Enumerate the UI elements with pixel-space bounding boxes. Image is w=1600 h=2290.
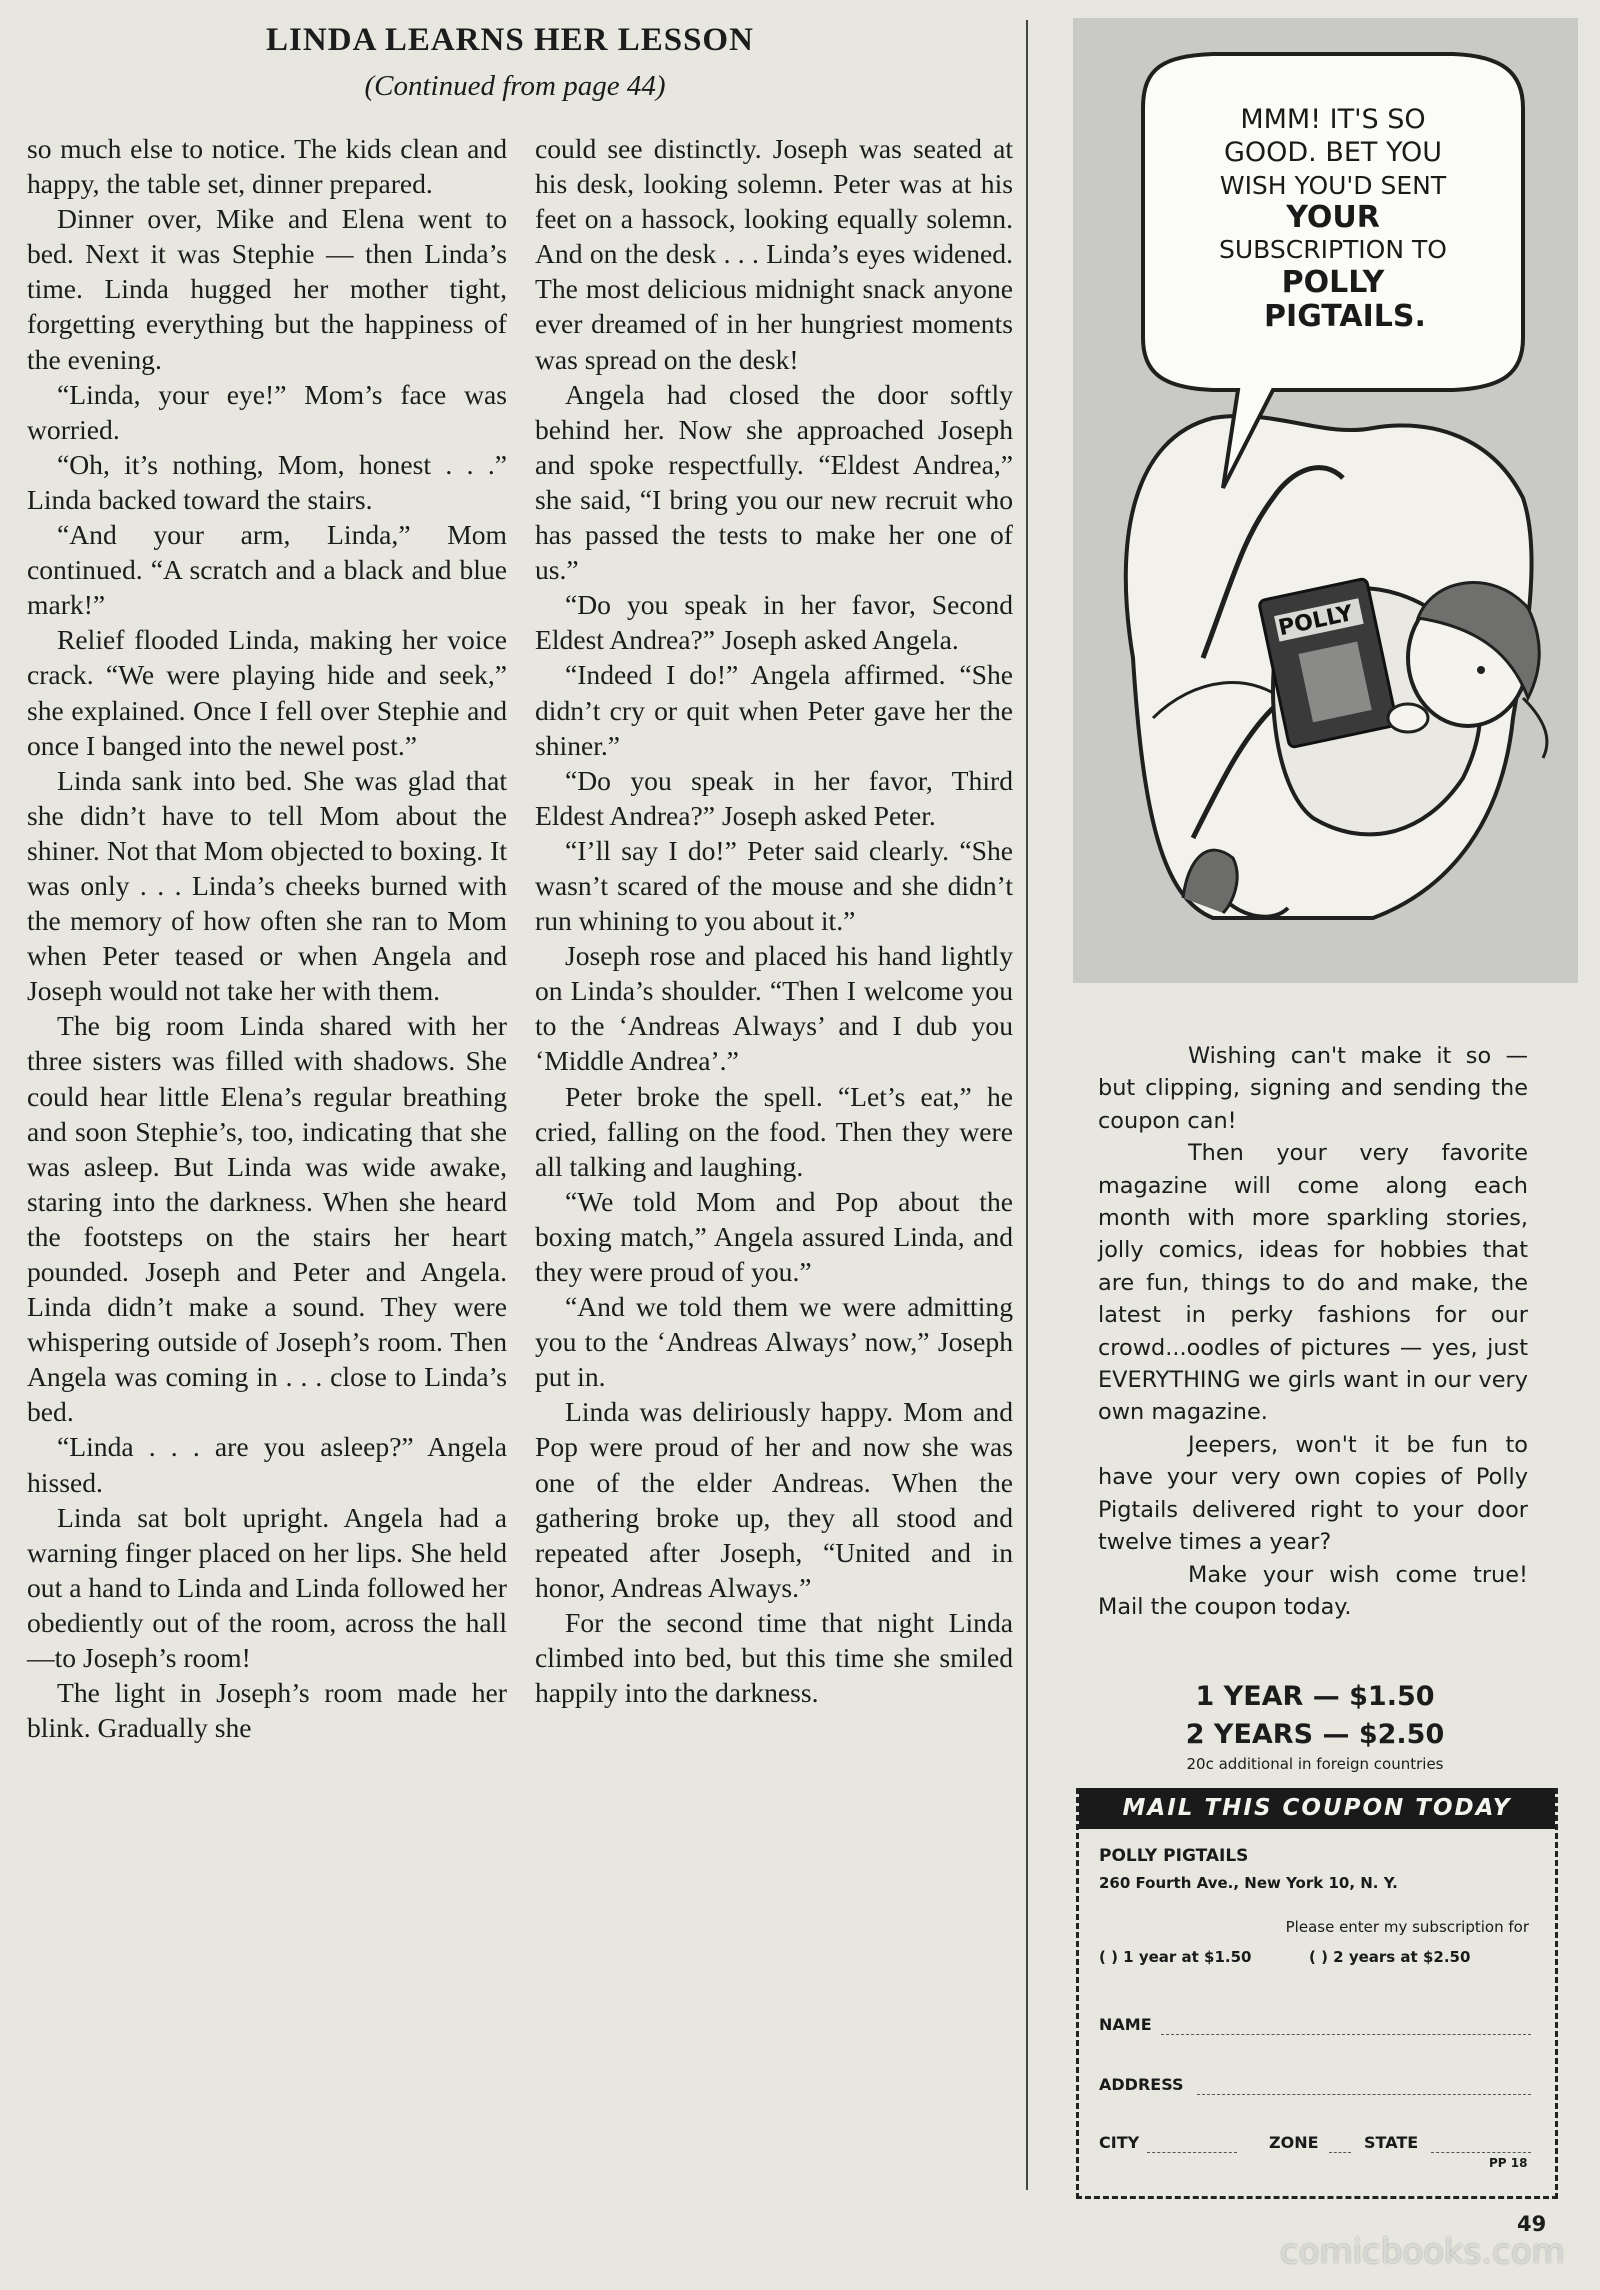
coupon-instruction: Please enter my subscription for bbox=[1285, 1918, 1529, 1936]
paragraph: Angela had closed the door softly behind her. Now she approached Joseph and spoke respectfully. “Eldest Andrea,” she said, “I bring you our new recruit who has passed the tests to make her one of us.” bbox=[535, 378, 1013, 586]
paragraph: “Oh, it’s nothing, Mom, honest . . .” Linda backed toward the stairs. bbox=[27, 448, 507, 515]
bubble-line: SUBSCRIPTION TO bbox=[1219, 235, 1447, 264]
girl-reading-illustration bbox=[1073, 18, 1578, 983]
page-number: 49 bbox=[1517, 2212, 1547, 2236]
paragraph: “We told Mom and Pop about the boxing match,” Angela assured Linda, and they were proud of you.” bbox=[535, 1185, 1013, 1287]
bubble-line: GOOD. BET YOU bbox=[1223, 137, 1443, 168]
paragraph: “Do you speak in her favor, Third Eldest Andrea?” Joseph asked Peter. bbox=[535, 764, 1013, 831]
bubble-line: POLLY bbox=[1281, 265, 1385, 300]
ad-paragraph: Wishing can't make it so — but clipping, signing and sending the coupon can! bbox=[1098, 1043, 1528, 1134]
state-label: STATE bbox=[1364, 2133, 1419, 2152]
column-divider bbox=[1026, 20, 1028, 2190]
bubble-line: MMM! IT'S SO bbox=[1240, 104, 1426, 135]
paragraph: Linda sank into bed. She was glad that she didn’t have to tell Mom about the shiner. Not that Mom objected to boxing. It was only . . . Linda’s cheeks burned with the memory of how often she ran to Mom when Peter teased or when Angela and Joseph would not take her with them. bbox=[27, 764, 507, 1007]
bubble-line: WISH YOU'D SENT bbox=[1219, 171, 1447, 200]
foreign-note: 20c additional in foreign countries bbox=[1186, 1755, 1444, 1773]
paragraph: The big room Linda shared with her three sisters was filled with shadows. She could hear little Elena’s regular breathing and soon Stephie’s, too, indicating that she was asleep. But Linda was wide awake, staring into the darkness. When she heard the footsteps on the stairs her heart pounded. Joseph and Peter and Angela. Linda didn’t make a sound. They were whispering outside of Joseph’s room. Then Angela was coming in . . . close to Linda’s bed. bbox=[27, 1010, 507, 1428]
paragraph: “I’ll say I do!” Peter said clearly. “She wasn’t scared of the mouse and she didn’t run whining to you about it.” bbox=[535, 834, 1013, 937]
ad-paragraph: Jeepers, won't it be fun to have your very own copies of Polly Pigtails delivered right to your door twelve times a year? bbox=[1098, 1431, 1528, 1556]
paragraph: Linda was deliriously happy. Mom and Pop were proud of her and now she was one of the elder Andreas. When the gathering broke up, they all stood and repeated after Joseph, “United and in honor, Andreas Always.” bbox=[535, 1396, 1013, 1603]
name-field[interactable] bbox=[1161, 2034, 1531, 2035]
address-field[interactable] bbox=[1197, 2094, 1531, 2095]
coupon-code: PP 18 bbox=[1489, 2156, 1528, 2170]
story-column-1 bbox=[27, 131, 507, 1745]
paragraph: “And your arm, Linda,” Mom continued. “A scratch and a black and blue mark!” bbox=[27, 519, 507, 621]
paragraph: “And we told them we were admitting you to the ‘Andreas Always’ now,” Joseph put in. bbox=[535, 1291, 1013, 1393]
coupon-header: MAIL THIS COUPON TODAY bbox=[1079, 1788, 1555, 1829]
bubble-line: YOUR bbox=[1286, 200, 1380, 235]
zone-label: ZONE bbox=[1269, 2133, 1319, 2152]
continued-note: (Continued from page 44) bbox=[364, 70, 666, 102]
paragraph: Peter broke the spell. “Let’s eat,” he cried, falling on the food. Then they were all talking and laughing. bbox=[535, 1080, 1013, 1182]
price-two-years: 2 YEARS — $2.50 bbox=[1185, 1719, 1445, 1750]
story-title: LINDA LEARNS HER LESSON bbox=[266, 22, 754, 58]
ad-body-text bbox=[1098, 1040, 1528, 1623]
ad-paragraph: Make your wish come true! Mail the coupon today. bbox=[1098, 1561, 1528, 1620]
paragraph: Linda sat bolt upright. Angela had a warning finger placed on her lips. She held out a hand to Linda and Linda followed her obediently out of the room, across the hall—to Joseph’s room! bbox=[27, 1501, 507, 1674]
city-label: CITY bbox=[1099, 2133, 1140, 2152]
paragraph: Dinner over, Mike and Elena went to bed. Next it was Stephie — then Linda’s time. Linda hugged her mother tight, forgetting everything but the happiness of the evening. bbox=[27, 203, 507, 375]
paragraph: The light in Joseph’s room made her blink. Gradually she bbox=[27, 1677, 507, 1744]
paragraph: For the second time that night Linda climbed into bed, but this time she smiled happily into the darkness. bbox=[535, 1606, 1013, 1709]
story-column-2 bbox=[535, 131, 1013, 1710]
coupon-company: POLLY PIGTAILS bbox=[1099, 1846, 1249, 1866]
coupon-option-1-year[interactable]: ( ) 1 year at $1.50 bbox=[1099, 1948, 1252, 1966]
address-label: ADDRESS bbox=[1099, 2075, 1184, 2094]
state-field[interactable] bbox=[1431, 2152, 1531, 2153]
subscription-coupon[interactable] bbox=[1076, 1788, 1558, 2199]
coupon-option-2-years[interactable]: ( ) 2 years at $2.50 bbox=[1309, 1948, 1471, 1966]
name-label: NAME bbox=[1099, 2015, 1152, 2034]
paragraph: so much else to notice. The kids clean and happy, the table set, dinner prepared. bbox=[27, 133, 507, 200]
city-field[interactable] bbox=[1147, 2152, 1237, 2153]
paragraph: “Linda . . . are you asleep?” Angela hissed. bbox=[27, 1431, 507, 1498]
watermark: comicbooks.com bbox=[1280, 2232, 1565, 2272]
paragraph: “Linda, your eye!” Mom’s face was worried. bbox=[27, 378, 507, 445]
paragraph: “Indeed I do!” Angela affirmed. “She didn’t cry or quit when Peter gave her the shiner.” bbox=[535, 659, 1013, 761]
zone-field[interactable] bbox=[1329, 2152, 1351, 2153]
price-one-year: 1 YEAR — $1.50 bbox=[1195, 1681, 1435, 1712]
ad-paragraph: Then your very favorite magazine will come along each month with more sparkling stories, jolly comics, ideas for hobbies that are fun, things to do and make, the latest in perky fashions for our crowd...oodles of pictures — yes, just EVERYTHING we girls want in our very own magazine. bbox=[1098, 1140, 1528, 1426]
paragraph: “Do you speak in her favor, Second Eldest Andrea?” Joseph asked Angela. bbox=[535, 589, 1013, 656]
paragraph: could see distinctly. Joseph was seated at his desk, looking solemn. Peter was at his feet on a hassock, looking equally solemn. And on the desk . . . Linda’s eyes widened. The most delicious midnight snack anyone ever dreamed of in her hungriest moments was spread on the desk! bbox=[535, 133, 1013, 375]
coupon-address: 260 Fourth Ave., New York 10, N. Y. bbox=[1099, 1874, 1398, 1892]
paragraph: Relief flooded Linda, making her voice crack. “We were playing hide and seek,” she explained. Once I fell over Stephie and once I banged into the newel post.” bbox=[27, 624, 507, 761]
bubble-line: PIGTAILS. bbox=[1264, 299, 1426, 334]
paragraph: Joseph rose and placed his hand lightly on Linda’s shoulder. “Then I welcome you to the ‘Andreas Always’ and I dub you ‘Middle Andrea’.” bbox=[535, 940, 1013, 1077]
magazine-label: POLLY bbox=[1276, 601, 1356, 642]
